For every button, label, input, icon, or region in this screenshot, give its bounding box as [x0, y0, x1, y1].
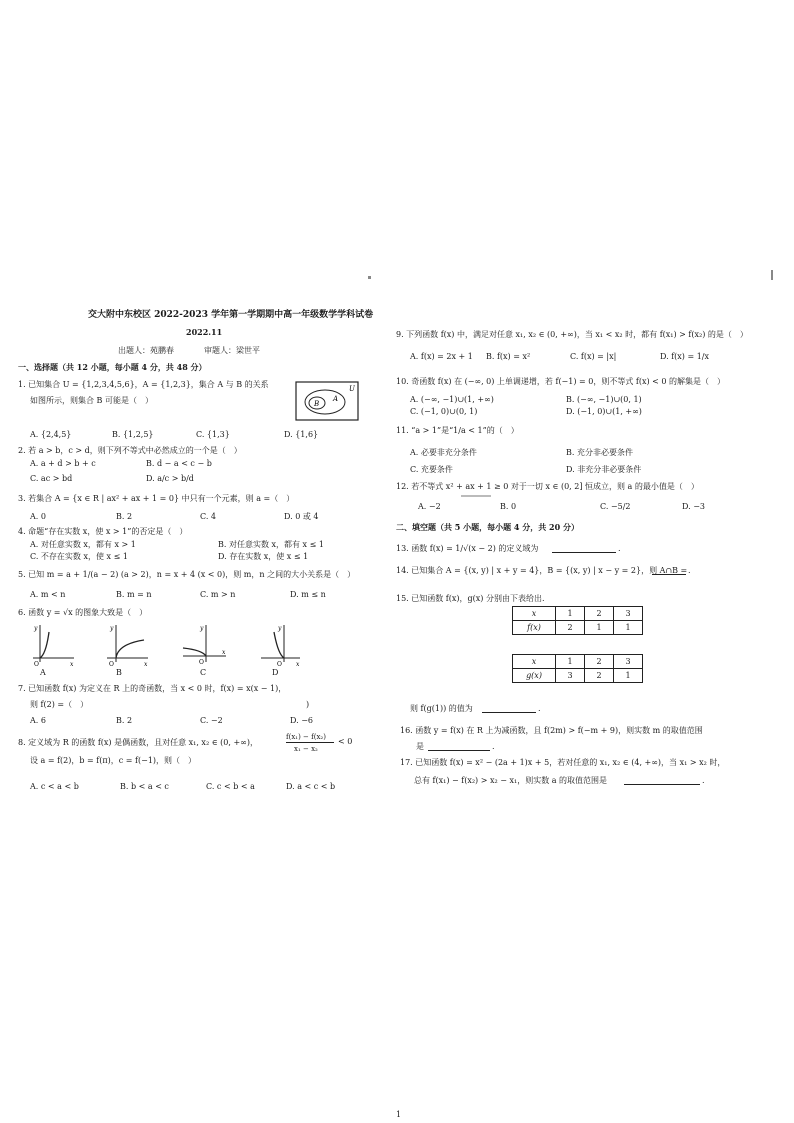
q5-option-c: C. m > n — [200, 590, 236, 599]
q14-tail: . — [688, 566, 691, 575]
table-cell: 2 — [585, 655, 614, 669]
q9-option-b: B. f(x) = x² — [486, 352, 531, 361]
q8-fraction-denominator: x₁ − x₂ — [294, 745, 318, 753]
q2-stem: 2. 若 a > b，c > d，则下列不等式中必然成立的一个是（ ） — [18, 446, 242, 455]
q4-stem: 4. 命题“存在实数 x，使 x > 1”的否定是（ ） — [18, 527, 188, 536]
q15-tail: . — [538, 704, 541, 713]
table-cell: 1 — [556, 607, 585, 621]
table-cell: x — [513, 655, 556, 669]
section-2-heading: 二、填空题（共 5 小题，每小题 4 分，共 20 分） — [396, 522, 579, 532]
q1-stem-2: 如图所示，则集合 B 可能是（ ） — [30, 396, 153, 405]
q9-option-d: D. f(x) = 1/x — [660, 352, 710, 361]
q6-label-a: A — [40, 668, 46, 677]
q1-option-b: B. {1,2,5} — [112, 430, 154, 439]
table-cell: 1 — [614, 621, 643, 635]
q16-tail: . — [492, 742, 495, 751]
graph-c-y-label: y — [200, 625, 204, 632]
q10-option-d: D. (−1, 0)∪(1, +∞) — [566, 407, 642, 416]
exam-reviewer: 审题人：梁世平 — [204, 346, 260, 355]
q2-option-b: B. d − a < c − b — [146, 459, 212, 468]
q11-stem: 11. “a > 1”是“1/a < 1”的（ ） — [396, 426, 519, 435]
scan-mark — [368, 276, 371, 279]
q8-option-b: B. b < a < c — [120, 782, 169, 791]
q17-stem-2: 总有 f(x₁) − f(x₂) > x₂ − x₁，则实数 a 的取值范围是 — [414, 776, 608, 785]
q12-margin-scribble — [461, 495, 491, 497]
q17-answer-blank[interactable] — [624, 776, 700, 785]
table-row — [513, 607, 643, 621]
graph-d-curve — [274, 632, 284, 658]
q7-option-a: A. 6 — [30, 716, 46, 725]
graph-b-y-label: y — [110, 625, 114, 632]
q8-option-a: A. c < a < b — [30, 782, 79, 791]
q11-option-c: C. 充要条件 — [410, 465, 453, 474]
q6-label-c: C — [200, 668, 207, 677]
graph-d-y-label: y — [278, 625, 282, 632]
graph-b-curve — [116, 640, 144, 658]
q13-answer-blank[interactable] — [552, 544, 616, 553]
venn-label-u: U — [349, 385, 355, 393]
q10-option-a: A. (−∞, −1)∪(1, +∞) — [410, 395, 494, 404]
q15-answer-blank[interactable] — [482, 704, 536, 713]
q8-fraction-numerator: f(x₁) − f(x₂) — [286, 733, 326, 741]
graph-b-origin: O — [109, 661, 114, 668]
q11-option-a: A. 必要非充分条件 — [410, 448, 477, 457]
q1-option-d: D. {1,6} — [284, 430, 319, 439]
venn-label-a: A — [333, 395, 339, 403]
exam-author: 出题人：苑鹏春 — [118, 346, 174, 355]
q16-stem: 16. 函数 y = f(x) 在 R 上为减函数，且 f(2m) > f(−m + 9)，则实数 m 的取值范围 — [400, 726, 703, 735]
q8-stem-2: 设 a = f(2)，b = f(π)，c = f(−1)，则（ ） — [30, 756, 197, 765]
graph-b-x-label: x — [144, 661, 148, 668]
table-cell: 1 — [585, 621, 614, 635]
q3-stem: 3. 若集合 A = {x ∈ R | ax² + ax + 1 = 0} 中只有一个元素，则 a =（ ） — [18, 494, 295, 503]
q4-option-c: C. 不存在实数 x，使 x ≤ 1 — [30, 552, 128, 561]
graph-d-x-label: x — [296, 661, 300, 668]
table-cell: 3 — [614, 607, 643, 621]
q17-tail: . — [702, 776, 705, 785]
table-row — [513, 669, 643, 683]
venn-diagram — [295, 381, 359, 421]
q12-option-b: B. 0 — [500, 502, 517, 511]
table-cell: x — [513, 607, 556, 621]
q3-option-b: B. 2 — [116, 512, 133, 521]
q13-tail: . — [618, 544, 621, 553]
table-cell: 3 — [614, 655, 643, 669]
q1-option-c: C. {1,3} — [196, 430, 230, 439]
table-row — [513, 621, 643, 635]
q3-option-d: D. 0 或 4 — [284, 512, 319, 521]
q8-fraction-bar — [286, 742, 334, 743]
q7-closing-paren: ) — [306, 700, 310, 709]
q10-option-b: B. (−∞, −1)∪(0, 1) — [566, 395, 642, 404]
q15-ask: 则 f(g(1)) 的值为 — [410, 704, 473, 713]
q9-option-c: C. f(x) = |x| — [570, 352, 617, 361]
exam-title: 交大附中东校区 2022-2023 学年第一学期期中高一年级数学学科试卷 — [88, 310, 374, 320]
graph-d-origin: O — [277, 661, 282, 668]
q4-option-b: B. 对任意实数 x，都有 x ≤ 1 — [218, 540, 324, 549]
table-cell: 1 — [556, 655, 585, 669]
table-row — [513, 655, 643, 669]
table-cell: g(x) — [513, 669, 556, 683]
q2-option-c: C. ac > bd — [30, 474, 73, 483]
q6-label-d: D — [272, 668, 279, 677]
table-cell: f(x) — [513, 621, 556, 635]
table-cell: 2 — [585, 669, 614, 683]
q15-table-g — [512, 654, 643, 683]
q3-option-c: C. 4 — [200, 512, 217, 521]
page-number: 1 — [396, 1110, 402, 1119]
q15-stem: 15. 已知函数 f(x)，g(x) 分别由下表给出. — [396, 594, 545, 603]
q15-table-f — [512, 606, 643, 635]
graph-c-x-label: x — [222, 649, 226, 656]
table-cell: 2 — [585, 607, 614, 621]
q11-option-b: B. 充分非必要条件 — [566, 448, 633, 457]
graph-a-curve — [40, 632, 49, 658]
exam-date: 2022.11 — [186, 327, 223, 337]
q8-option-c: C. c < b < a — [206, 782, 255, 791]
q7-option-b: B. 2 — [116, 716, 133, 725]
q12-option-a: A. −2 — [418, 502, 441, 511]
q12-option-c: C. −5/2 — [600, 502, 631, 511]
q7-stem-2: 则 f(2) =（ ） — [30, 700, 89, 709]
q14-stem: 14. 已知集合 A = {(x, y) | x + y = 4}，B = {(x, y) | x − y = 2}，则 A∩B = — [396, 566, 688, 575]
table-cell: 2 — [556, 621, 585, 635]
q2-option-a: A. a + d > b + c — [30, 459, 96, 468]
q6-graph-d — [258, 622, 304, 668]
q7-option-d: D. −6 — [290, 716, 314, 725]
q6-graph-b — [104, 622, 152, 668]
q16-stem-2: 是 — [416, 742, 424, 751]
q8-stem: 8. 定义域为 R 的函数 f(x) 是偶函数，且对任意 x₁, x₂ ∈ (0, +∞)， — [18, 738, 258, 747]
q17-stem: 17. 已知函数 f(x) = x² − (2a + 1)x + 5，若对任意的 x₁, x₂ ∈ (4, +∞)，当 x₁ > x₂ 时， — [400, 758, 726, 767]
q5-option-d: D. m ≤ n — [290, 590, 326, 599]
q6-graph-c — [180, 622, 230, 668]
q12-option-d: D. −3 — [682, 502, 706, 511]
q11-option-d: D. 非充分非必要条件 — [566, 465, 642, 474]
q4-option-a: A. 对任意实数 x，都有 x > 1 — [30, 540, 136, 549]
q2-option-d: D. a/c > b/d — [146, 474, 194, 483]
q6-stem: 6. 函数 y = √x 的图象大致是（ ） — [18, 608, 148, 617]
table-cell: 3 — [556, 669, 585, 683]
q4-option-d: D. 存在实数 x，使 x ≤ 1 — [218, 552, 309, 561]
q3-option-a: A. 0 — [30, 512, 46, 521]
section-1-heading: 一、选择题（共 12 小题，每小题 4 分，共 48 分） — [18, 362, 207, 372]
q7-option-c: C. −2 — [200, 716, 223, 725]
q6-graph-a — [30, 622, 78, 668]
q8-fraction-tail: < 0 — [338, 737, 353, 746]
graph-a-x-label: x — [70, 661, 74, 668]
q9-option-a: A. f(x) = 2x + 1 — [410, 352, 473, 361]
venn-label-b: B — [314, 400, 320, 408]
q14-answer-blank[interactable] — [652, 566, 686, 575]
graph-a-origin: O — [34, 661, 39, 668]
q16-answer-blank[interactable] — [428, 742, 490, 751]
q5-option-a: A. m < n — [30, 590, 66, 599]
q5-stem: 5. 已知 m = a + 1/(a − 2) (a > 2)，n = x + 4 (x < 0)，则 m，n 之间的大小关系是（ ） — [18, 570, 356, 579]
q10-stem: 10. 奇函数 f(x) 在 (−∞, 0) 上单调递增，若 f(−1) = 0，则不等式 f(x) < 0 的解集是（ ） — [396, 377, 726, 386]
graph-c-curve — [183, 648, 206, 656]
q9-stem: 9. 下列函数 f(x) 中，满足对任意 x₁, x₂ ∈ (0, +∞)，当 x₁ < x₂ 时，都有 f(x₁) > f(x₂) 的是（ ） — [396, 330, 748, 339]
q8-option-d: D. a < c < b — [286, 782, 336, 791]
q12-stem: 12. 若不等式 x² + ax + 1 ≥ 0 对于一切 x ∈ (0, 2] 恒成立，则 a 的最小值是（ ） — [396, 482, 699, 491]
scan-mark — [771, 270, 773, 280]
q13-stem: 13. 函数 f(x) = 1/√(x − 2) 的定义域为 — [396, 544, 539, 553]
q5-option-b: B. m = n — [116, 590, 152, 599]
q1-option-a: A. {2,4,5} — [30, 430, 72, 439]
q7-stem: 7. 已知函数 f(x) 为定义在 R 上的奇函数，当 x < 0 时，f(x) = x(x − 1)， — [18, 684, 287, 693]
graph-c-origin: O — [199, 659, 204, 666]
table-cell: 1 — [614, 669, 643, 683]
q1-stem: 1. 已知集合 U = {1,2,3,4,5,6}，A = {1,2,3}，集合 A 与 B 的关系 — [18, 380, 269, 389]
q6-label-b: B — [116, 668, 122, 677]
graph-a-y-label: y — [34, 625, 38, 632]
q10-option-c: C. (−1, 0)∪(0, 1) — [410, 407, 478, 416]
